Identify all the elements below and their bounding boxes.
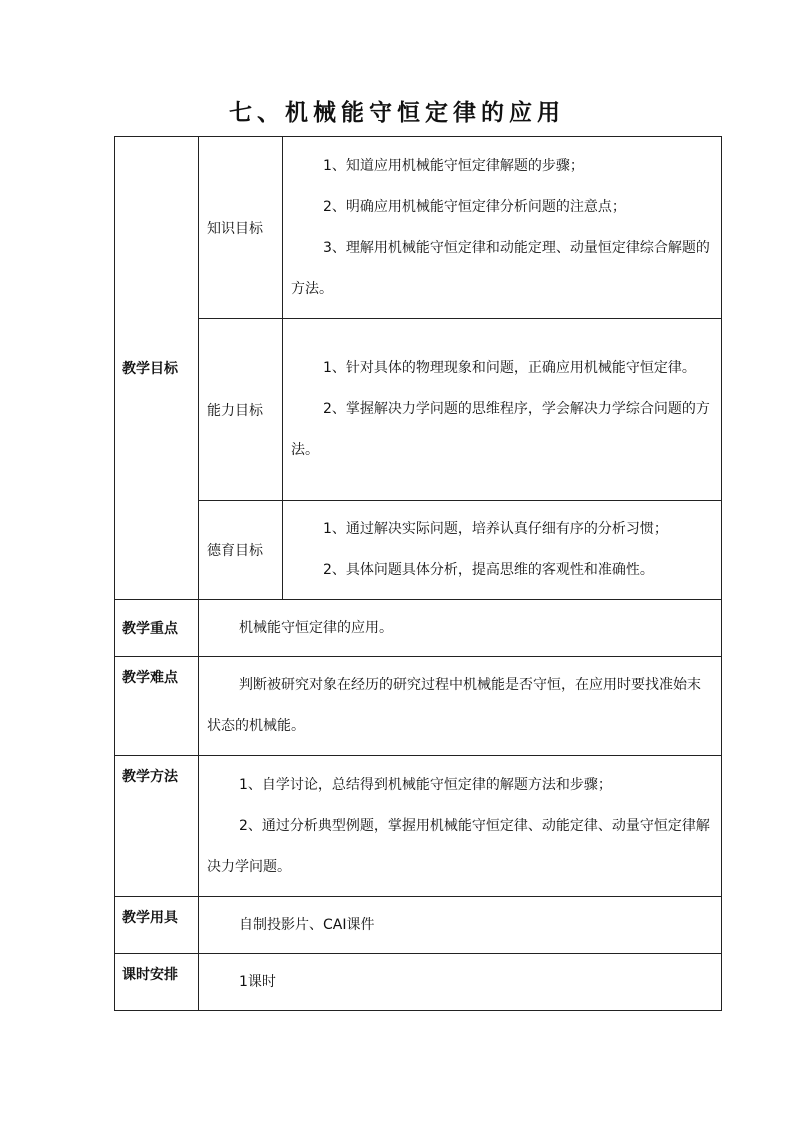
list-item: 3、理解用机械能守恒定律和动能定理、动量恒定律综合解题的方法。: [291, 239, 710, 297]
list-item: 1、自学讨论，总结得到机械能守恒定律的解题方法和步骤；: [239, 776, 612, 793]
knowledge-content: [283, 137, 722, 319]
list-item: 1、针对具体的物理现象和问题，正确应用机械能守恒定律。: [323, 360, 696, 376]
knowledge-label: 知识目标: [199, 137, 283, 319]
difficulty-text: 判断被研究对象在经历的研究过程中机械能是否守恒，在应用时要找准始末状态的机械能。: [207, 677, 701, 734]
tools-text: 自制投影片、CAI课件: [239, 916, 375, 933]
list-item: 2、通过分析典型例题，掌握用机械能守恒定律、动能定律、动量守恒定律解决力学问题。: [207, 817, 710, 875]
ability-label: 能力目标: [199, 319, 283, 501]
method-heading: 教学方法: [115, 756, 199, 897]
tools-heading: 教学用具: [115, 897, 199, 954]
table-row: [115, 756, 722, 897]
schedule-text: 1课时: [239, 973, 276, 990]
ability-content: [283, 319, 722, 501]
key-point-content: [199, 600, 722, 657]
schedule-content: [199, 954, 722, 1011]
list-item: 2、掌握解决力学问题的思维程序，学会解决力学综合问题的方法。: [291, 401, 710, 458]
moral-label: 德育目标: [199, 501, 283, 600]
key-point-text: 机械能守恒定律的应用。: [239, 619, 393, 636]
table-row: [115, 501, 722, 600]
objectives-heading: 教学目标: [115, 137, 199, 600]
table-row: [115, 657, 722, 756]
schedule-heading: 课时安排: [115, 954, 199, 1011]
table-row: [115, 897, 722, 954]
table-row: [115, 600, 722, 657]
key-point-heading: 教学重点: [115, 600, 199, 657]
lesson-plan-table: [114, 136, 722, 1011]
moral-content: [283, 501, 722, 600]
method-content: [199, 756, 722, 897]
list-item: 1、知道应用机械能守恒定律解题的步骤；: [323, 157, 584, 174]
difficulty-heading: 教学难点: [115, 657, 199, 756]
list-item: 2、明确应用机械能守恒定律分析问题的注意点；: [323, 198, 626, 215]
difficulty-content: [199, 657, 722, 756]
list-item: 2、具体问题具体分析，提高思维的客观性和准确性。: [323, 562, 654, 578]
list-item: 1、通过解决实际问题，培养认真仔细有序的分析习惯；: [323, 521, 668, 537]
tools-content: [199, 897, 722, 954]
page-title: 七、机械能守恒定律的应用: [229, 99, 565, 126]
table-row: [115, 137, 722, 319]
table-row: [115, 319, 722, 501]
table-row: [115, 954, 722, 1011]
